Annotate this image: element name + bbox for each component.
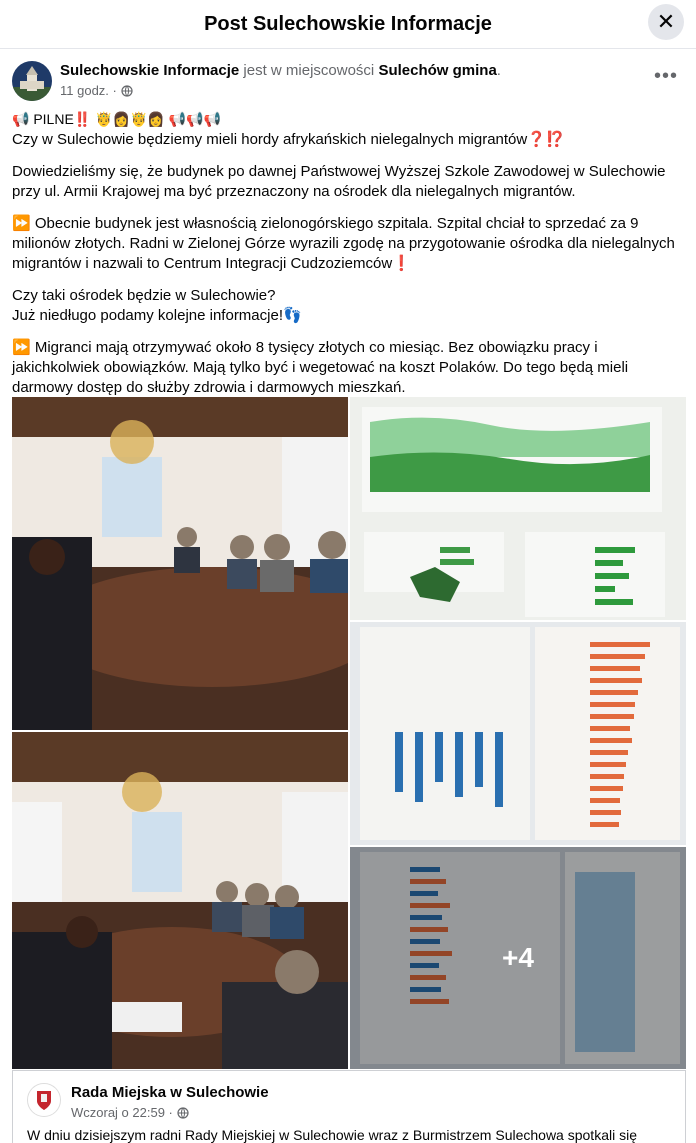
shared-author-avatar[interactable] bbox=[27, 1083, 61, 1117]
checkin-text: jest w miejscowości bbox=[239, 62, 379, 79]
post-paragraph-1: Dowiedzieliśmy się, że budynek po dawnej Państwowej Wyższej Szkole Zawodowej w Sulechowie przy ul. Armii Krajowej ma być przeznaczony na ośrodek dla nielegalnych migrantów. bbox=[12, 163, 666, 200]
close-icon: ✕ bbox=[656, 9, 676, 34]
photo-bar-chart-document[interactable] bbox=[350, 622, 686, 845]
more-options-button[interactable]: ••• bbox=[653, 65, 678, 87]
dialog-header bbox=[0, 0, 696, 49]
globe-icon bbox=[121, 85, 133, 97]
post-paragraph-4: ⏩ Migranci mają otrzymywać około 8 tysięcy złotych co miesiąc. Bez obowiązku pracy i jakichkolwiek obowiązków. Mają tylko być i wegetować na koszt Polaków. Do tego będą mieli darmowy dostęp do służby zdrowia i darmowych mieszkań. bbox=[12, 339, 629, 396]
location-dot: . bbox=[496, 62, 501, 79]
photo-gallery bbox=[12, 397, 686, 1069]
post-paragraph-3a: Czy taki ośrodek będzie w Sulechowie? bbox=[12, 287, 276, 304]
photo-unemployment-chart[interactable] bbox=[350, 397, 686, 620]
post-paragraph-3b: Już niedługo podamy kolejne informacje!👣 bbox=[12, 307, 302, 324]
shared-post-card[interactable] bbox=[12, 1070, 686, 1143]
photo-meeting-room-1[interactable] bbox=[12, 397, 348, 730]
shared-post-snippet: W dniu dzisiejszym radni Rady Miejskiej w Sulechowie wraz z Burmistrzem Sulechowa spotkali się bbox=[27, 1127, 637, 1143]
author-avatar[interactable] bbox=[12, 61, 52, 101]
photo-meeting-room-2[interactable] bbox=[12, 732, 348, 1069]
post-body bbox=[0, 101, 696, 398]
post-line-pilne: 📢 PILNE‼️ 🤴👩🤴👩 📢📢📢 bbox=[12, 111, 222, 127]
photo-more-documents[interactable] bbox=[350, 847, 686, 1069]
post-time[interactable]: 11 godz. · bbox=[60, 83, 117, 98]
shared-post-time[interactable]: Wczoraj o 22:59 · bbox=[71, 1105, 173, 1120]
more-photos-count: +4 bbox=[502, 942, 534, 973]
location-link[interactable]: Sulechów gmina bbox=[378, 62, 497, 79]
author-name[interactable]: Sulechowskie Informacje bbox=[60, 62, 240, 79]
post-header bbox=[0, 49, 696, 101]
dialog-title: Post Sulechowskie Informacje bbox=[204, 12, 492, 35]
shared-author-name[interactable]: Rada Miejska w Sulechowie bbox=[71, 1084, 269, 1101]
close-button[interactable] bbox=[648, 4, 684, 40]
more-photos-overlay[interactable] bbox=[350, 847, 686, 1069]
globe-icon bbox=[177, 1107, 189, 1119]
post-line-question: Czy w Sulechowie będziemy mieli hordy afrykańskich nielegalnych migrantów❓⁉️ bbox=[12, 131, 565, 148]
post-paragraph-2: ⏩ Obecnie budynek jest własnością zielonogórskiego szpitala. Szpital chciał to sprzedać za 9 milionów złotych. Radni w Zielonej Górze wyrazili zgodę na przygotowanie ośrodka dla nielegalnych migrantów i nazwali to Centrum Integracji Cudzoziemców❗ bbox=[12, 215, 675, 272]
